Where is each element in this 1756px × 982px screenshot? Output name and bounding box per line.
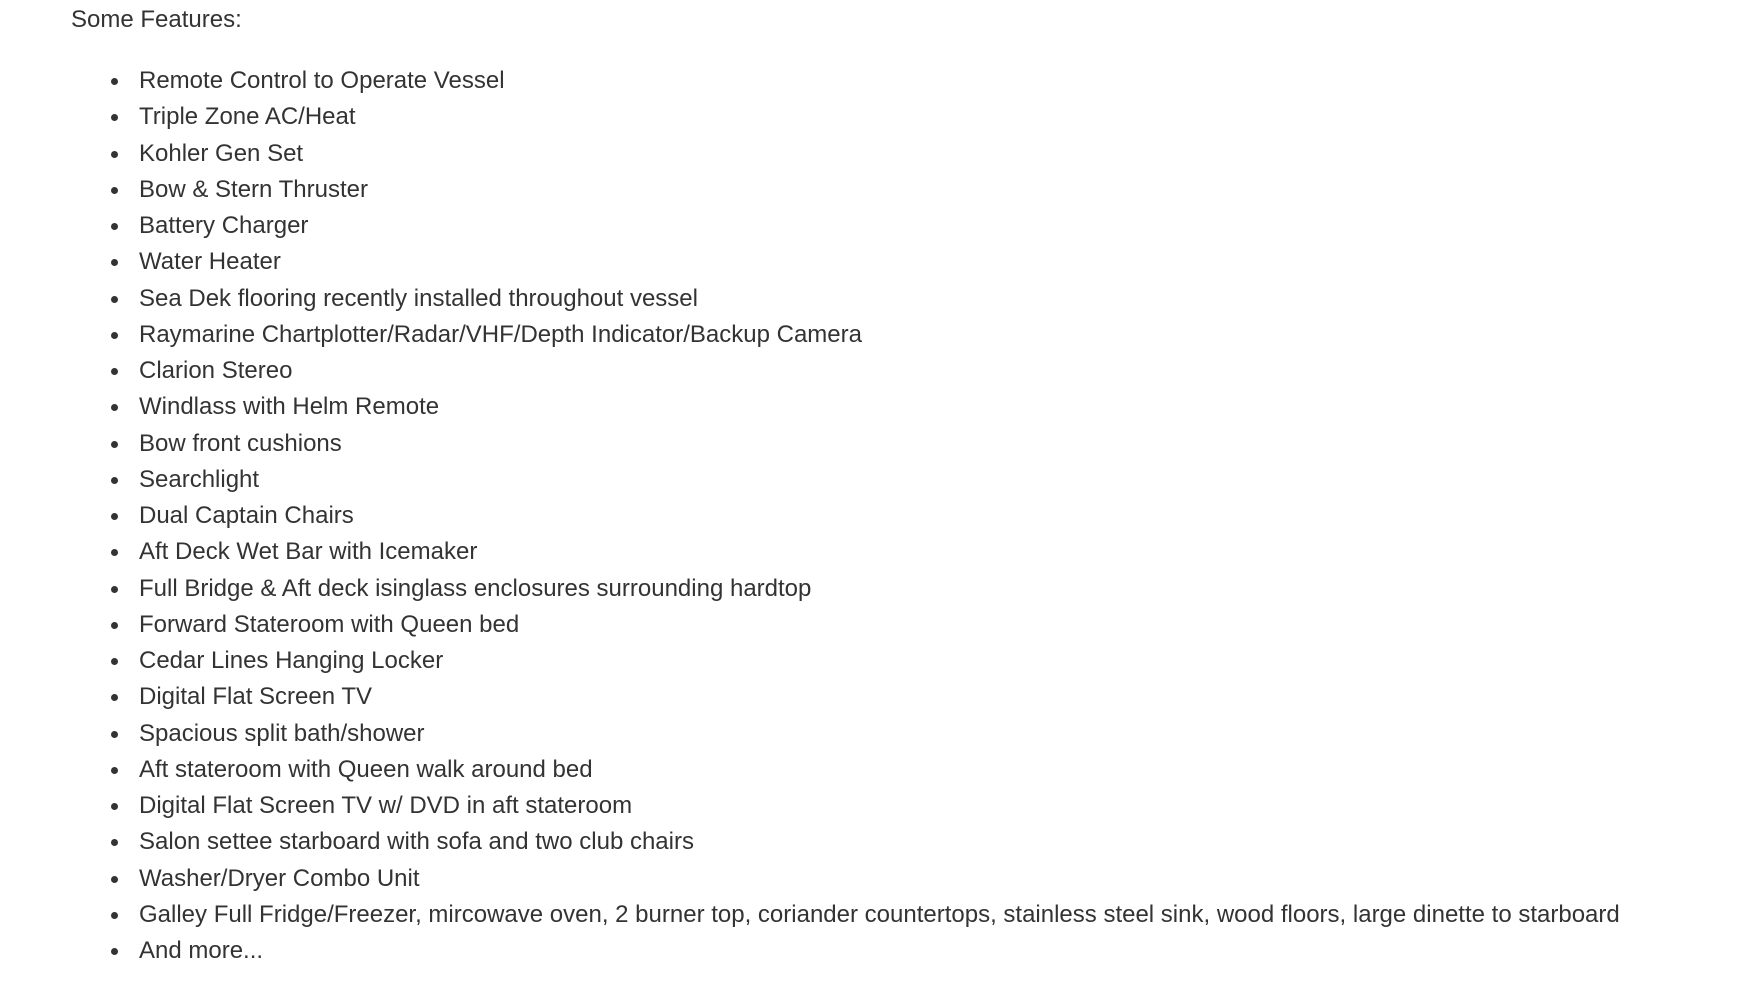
list-item (71, 317, 1620, 353)
list-item-label: Bow & Stern Thruster (139, 175, 368, 203)
list-item (71, 63, 1620, 99)
list-item (71, 498, 1620, 534)
list-item-label: Raymarine Chartplotter/Radar/VHF/Depth Indicator/Backup Camera (139, 320, 862, 348)
bullet-icon (111, 694, 118, 701)
bullet-icon (111, 658, 118, 665)
list-item (71, 462, 1620, 498)
bullet-icon (111, 803, 118, 810)
bullet-icon (111, 948, 118, 955)
list-item-label: Windlass with Helm Remote (139, 393, 440, 421)
list-item-label: Triple Zone AC/Heat (139, 103, 356, 131)
bullet-icon (111, 151, 118, 158)
bullet-icon (111, 549, 118, 556)
list-item-label: Aft Deck Wet Bar with Icemaker (139, 538, 478, 566)
list-item (71, 679, 1620, 715)
list-item (71, 99, 1620, 135)
bullet-icon (111, 78, 118, 85)
list-item-label: Full Bridge & Aft deck isinglass enclosures surrounding hardtop (139, 574, 812, 602)
list-item-label: Battery Charger (139, 212, 309, 239)
list-item-label: Cedar Lines Hanging Locker (139, 647, 444, 674)
list-item-label: Forward Stateroom with Queen bed (139, 610, 520, 638)
list-item-label: Aft stateroom with Queen walk around bed (139, 755, 593, 783)
bullet-icon (111, 114, 118, 121)
list-item-label: Kohler Gen Set (139, 139, 304, 167)
bullet-icon (111, 477, 118, 484)
list-item-label: Galley Full Fridge/Freezer, mircowave oven, 2 burner top, coriander countertops, stainless steel sink, wood floors, large dinette to starboard (139, 900, 1620, 928)
features-list (71, 63, 1620, 969)
list-item-label: Spacious split bath/shower (139, 719, 425, 747)
list-item-label: Salon settee starboard with sofa and two club chairs (139, 828, 694, 856)
list-item (71, 861, 1620, 897)
list-item (71, 571, 1620, 607)
list-item (71, 933, 1620, 969)
list-item (71, 172, 1620, 208)
list-item-label: Digital Flat Screen TV (139, 683, 372, 711)
list-item-label: Clarion Stereo (139, 357, 293, 384)
bullet-icon (111, 368, 118, 375)
bullet-icon (111, 731, 118, 738)
list-item (71, 607, 1620, 643)
bullet-icon (111, 622, 118, 629)
list-item (71, 752, 1620, 788)
list-item-label: Bow front cushions (139, 429, 342, 457)
list-item (71, 208, 1620, 244)
list-item (71, 389, 1620, 425)
bullet-icon (111, 296, 118, 303)
list-item-label: Water Heater (139, 248, 281, 276)
bullet-icon (111, 876, 118, 883)
bullet-icon (111, 187, 118, 194)
list-item-label: Digital Flat Screen TV w/ DVD in aft stateroom (139, 792, 633, 819)
features-section (71, 0, 1731, 964)
bullet-icon (111, 223, 118, 230)
list-item (71, 281, 1620, 317)
list-item (71, 824, 1620, 860)
bullet-icon (111, 404, 118, 411)
bullet-icon (111, 441, 118, 448)
bullet-icon (111, 513, 118, 520)
list-item-label: Remote Control to Operate Vessel (139, 67, 505, 94)
list-item (71, 136, 1620, 172)
bullet-icon (111, 839, 118, 846)
bullet-icon (111, 332, 118, 339)
list-item (71, 534, 1620, 570)
list-item (71, 788, 1620, 824)
bullet-icon (111, 259, 118, 266)
list-item (71, 897, 1620, 933)
features-intro: Some Features: (71, 6, 242, 33)
bullet-icon (111, 767, 118, 774)
list-item-label: Searchlight (139, 465, 260, 493)
list-item-label: Sea Dek flooring recently installed throughout vessel (139, 284, 698, 312)
list-item-label: Dual Captain Chairs (139, 502, 354, 529)
list-item (71, 426, 1620, 462)
list-item (71, 244, 1620, 280)
list-item-label: Washer/Dryer Combo Unit (139, 864, 420, 892)
bullet-icon (111, 912, 118, 919)
list-item (71, 716, 1620, 752)
list-item-label: And more... (139, 937, 264, 964)
list-item (71, 353, 1620, 389)
list-item (71, 643, 1620, 679)
bullet-icon (111, 586, 118, 593)
